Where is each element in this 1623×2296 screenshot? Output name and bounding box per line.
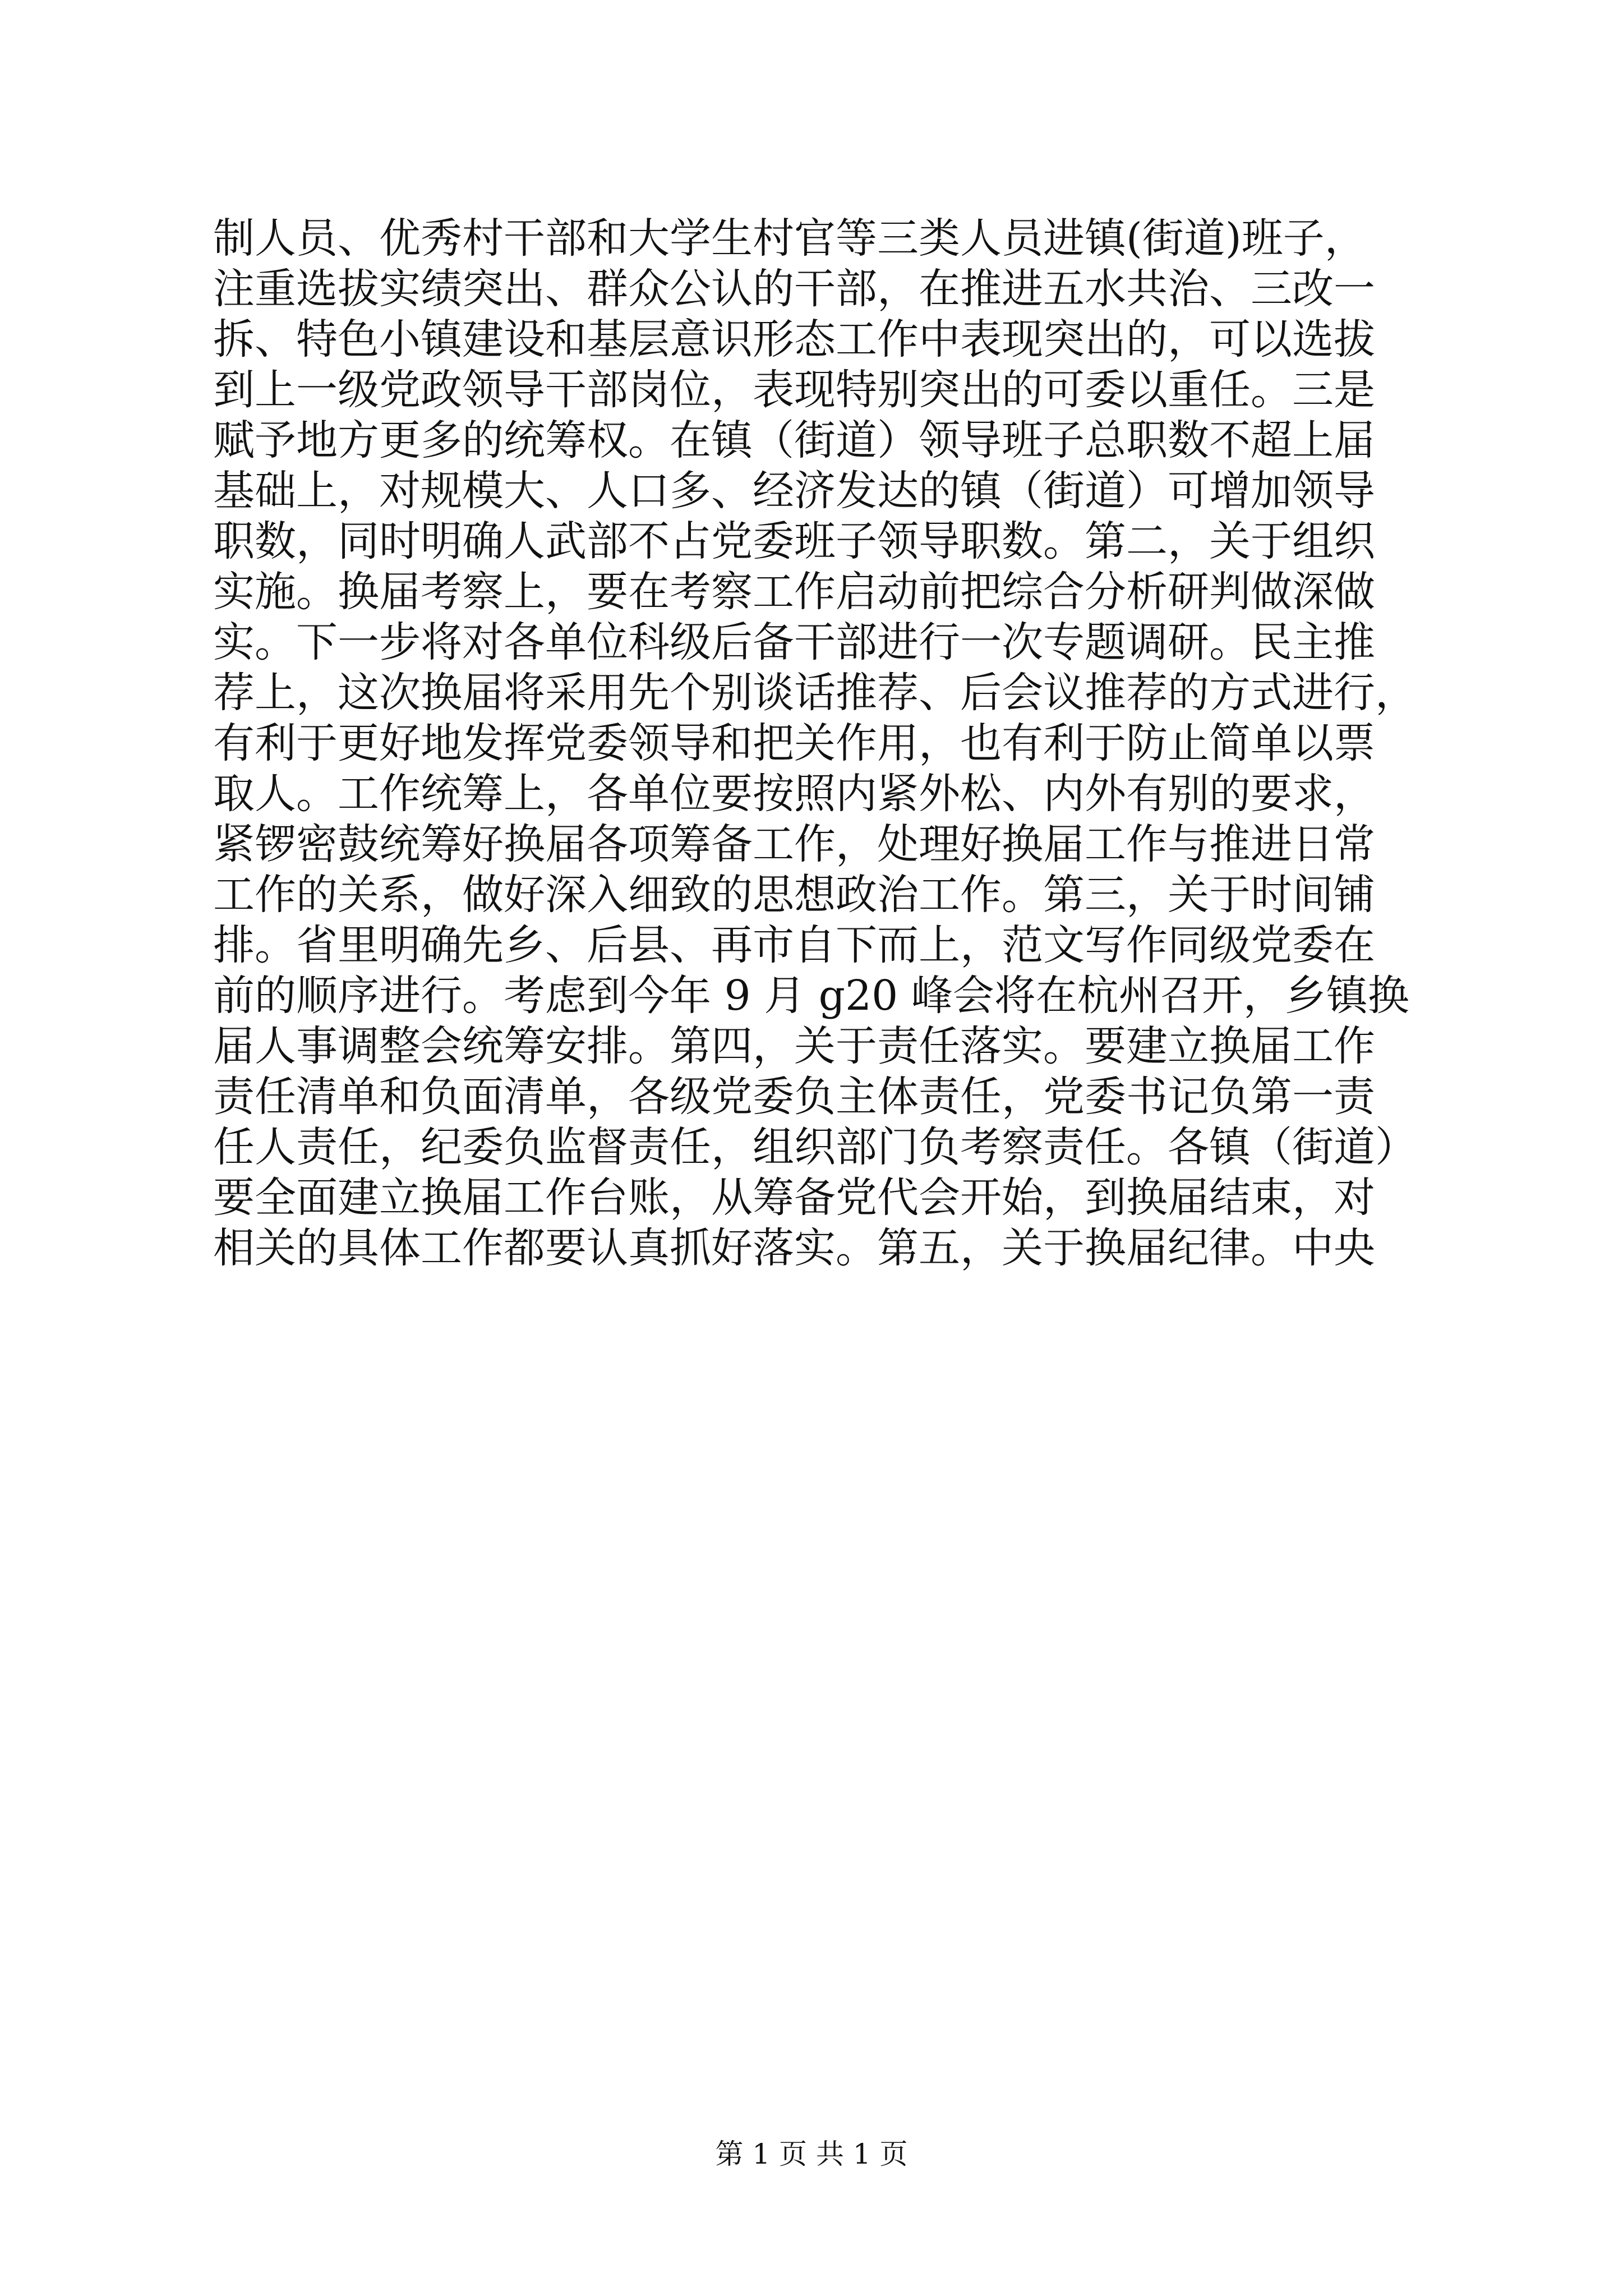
text-line: 相关的具体工作都要认真抓好落实。第五，关于换届纪律。中央 bbox=[213, 1224, 1375, 1272]
text-line: 基础上，对规模大、人口多、经济发达的镇（街道）可增加领导 bbox=[213, 467, 1375, 515]
text-line: 制人员、优秀村干部和大学生村官等三类人员进镇(街道)班子， bbox=[213, 214, 1366, 263]
text-line: 荐上，这次换届将采用先个别谈话推荐、后会议推荐的方式进行， bbox=[213, 669, 1417, 717]
text-line: 排。省里明确先乡、后县、再市自下而上，范文写作同级党委在 bbox=[213, 921, 1375, 969]
text-line: 工作的关系，做好深入细致的思想政治工作。第三，关于时间铺 bbox=[213, 871, 1375, 919]
text-line: 注重选拔实绩突出、群众公认的干部，在推进五水共治、三改一 bbox=[213, 265, 1375, 313]
text-line: 职数，同时明确人武部不占党委班子领导职数。第二，关于组织 bbox=[213, 517, 1375, 565]
text-line: 要全面建立换届工作台账，从筹备党代会开始，到换届结束，对 bbox=[213, 1174, 1375, 1222]
text-line: 到上一级党政领导干部岗位，表现特别突出的可委以重任。三是 bbox=[213, 366, 1375, 414]
body-paragraph bbox=[213, 213, 1436, 1273]
text-line: 实施。换届考察上，要在考察工作启动前把综合分析研判做深做 bbox=[213, 568, 1375, 616]
text-line: 赋予地方更多的统筹权。在镇（街道）领导班子总职数不超上届 bbox=[213, 416, 1375, 464]
text-line: 责任清单和负面清单，各级党委负主体责任，党委书记负第一责 bbox=[213, 1073, 1375, 1121]
text-line: 前的顺序进行。考虑到今年 9 月 g20 峰会将在杭州召开，乡镇换 bbox=[213, 972, 1409, 1020]
page-number-footer: 第 1 页 共 1 页 bbox=[715, 2138, 908, 2170]
text-line: 有利于更好地发挥党委领导和把关作用，也有利于防止简单以票 bbox=[213, 719, 1375, 767]
text-line: 任人责任，纪委负监督责任，组织部门负考察责任。各镇（街道） bbox=[213, 1123, 1417, 1171]
text-line: 取人。工作统筹上，各单位要按照内紧外松、内外有别的要求， bbox=[213, 770, 1375, 818]
text-line: 紧锣密鼓统筹好换届各项筹备工作，处理好换届工作与推进日常 bbox=[213, 820, 1375, 868]
text-line: 届人事调整会统筹安排。第四，关于责任落实。要建立换届工作 bbox=[213, 1022, 1375, 1070]
text-line: 拆、特色小镇建设和基层意识形态工作中表现突出的，可以选拔 bbox=[213, 315, 1375, 364]
text-line: 实。下一步将对各单位科级后备干部进行一次专题调研。民主推 bbox=[213, 618, 1375, 666]
